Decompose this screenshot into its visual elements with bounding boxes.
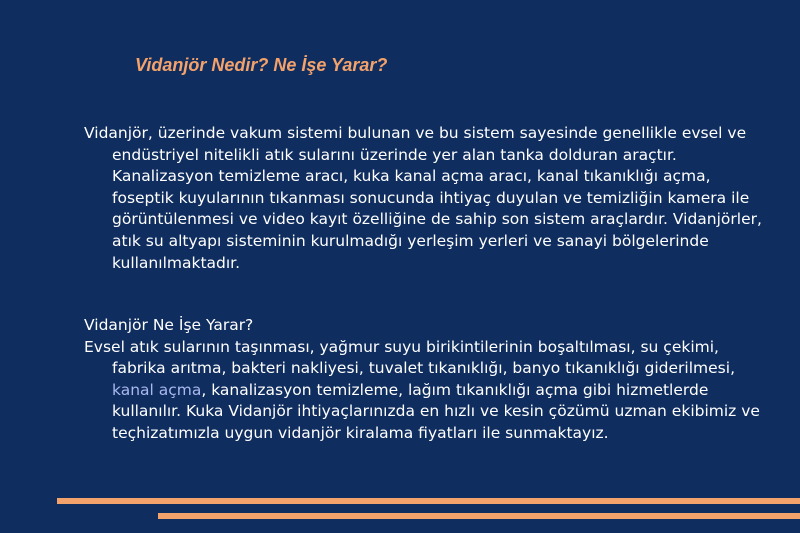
usage-text-block [84, 315, 774, 445]
usage-paragraph [84, 337, 774, 445]
kanal-acma-link[interactable]: kanal açma [112, 380, 202, 399]
accent-bar-top [57, 498, 800, 504]
usage-subheading: Vidanjör Ne İşe Yarar? [84, 316, 254, 334]
accent-bar-bottom [158, 513, 800, 519]
usage-text-start: Evsel atık sularının taşınması, yağmur suyu birikintilerinin boşaltılması, su çekimi, fabrika arıtma, bakteri nakliyesi, tuvalet tıkanıklığı, banyo tıkanıklığı giderilmesi, [84, 337, 735, 378]
usage-text-end: , kanalizasyon temizleme, lağım tıkanıklığı açma gibi hizmetlerde kullanılır. Kuka Vidanjör ihtiyaçlarınızda en hızlı ve kesin çözümü uzman ekibimiz ve teçhizatımızla uygun vidanjör kiralama fiyatları ile sunmaktayız. [112, 380, 760, 442]
intro-text-block [84, 123, 774, 274]
slide-title: Vidanjör Nedir? Ne İşe Yarar? [135, 55, 388, 75]
definition-paragraph: Vidanjör, üzerinde vakum sistemi bulunan ve bu sistem sayesinde genellikle evsel ve endüstriyel nitelikli atık sularını üzerinde yer alan tanka dolduran araçtır. Kanalizasyon temizleme aracı, kuka kanal açma aracı, kanal tıkanıklığı açma, foseptik kuyularının tıkanması sonucunda ihtiyaç duyulan ve temizliğin kamera ile görüntülenmesi ve video kayıt özelliğine de sahip son sistem araçlardır. Vidanjörler, atık su altyapı sisteminin kurulmadığı yerleşim yerleri ve sanayi bölgelerinde kullanılmaktadır. [84, 124, 762, 272]
